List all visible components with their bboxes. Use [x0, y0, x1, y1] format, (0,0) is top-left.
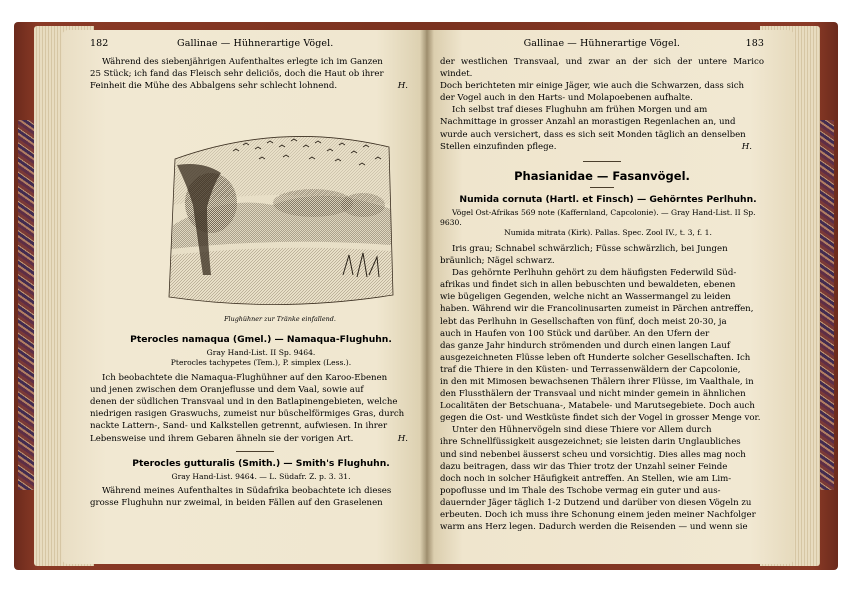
text-line: niedrigen rasigen Graswuchs, zumeist nur büschelförmiges Gras, durch — [90, 409, 405, 420]
text-line: Das gehörnte Perlhuhn gehört zu dem häufigsten Federwild Süd- — [452, 268, 737, 279]
species-namaqua-block — [90, 334, 420, 509]
text-line: Während des siebenjährigen Aufenthaltes erlegte ich im Ganzen — [102, 57, 383, 67]
text-line: dauernder Jäger täglich 1-2 Dutzend und darüber von diesen Vögeln zu — [440, 497, 752, 508]
text-line: afrikas und findet sich in allen bebuschten und bewaldeten, ebenen — [440, 280, 736, 291]
text-line: nackte Lattern-, Sand- und Kalkstellen getrennt, aufwiesen. In ihrer — [90, 421, 388, 432]
left-running-title: Gallinae — Hühnerartige Vögel. — [177, 38, 334, 49]
text-line: denen der südlichen Transvaal und in den Batlapinengebieten, welche — [90, 397, 398, 408]
text-line: traf die Thiere in den Küsten- und Terrassenwäldern der Capcolonie, — [440, 364, 741, 375]
book-gutter — [420, 30, 434, 564]
text-line: wurde auch versichert, dass es sich seit Monden täglich an denselben — [440, 129, 746, 140]
text-line: haben. Während wir die Francolinusarten zumeist in Pärchen antreffen, — [440, 304, 754, 315]
text-line: doch noch in solcher Häufigkeit antreffen. An Stellen, wie am Lim- — [440, 473, 732, 484]
text-line: Nachmittage in grosser Anzahl an morastigen Regenlachen an, und — [440, 117, 736, 128]
text-line: gegen die Ost- und Westküste findet sich der Vogel in grosser Menge vor. — [440, 413, 761, 424]
text-line: Ich beobachtete die Namaqua-Flughühner auf den Karoo-Ebenen — [102, 373, 388, 384]
right-page-number: 183 — [745, 38, 764, 49]
species-heading: Numida cornuta (Hartl. et Finsch) — Gehörntes Perlhuhn. — [459, 193, 757, 205]
species-reference: Gray Hand-List. II Sp. 9464. — [206, 348, 316, 358]
text-line: den Flussthälern der Transvaal und nicht minder gemein in ähnlichen — [440, 389, 746, 400]
text-line: ausgezeichneten Flüsse leben oft Hunderte solcher Gesellschaften. Ich — [440, 352, 751, 363]
text-line: Stellen einzufinden pflege. H. — [440, 141, 764, 153]
right-running-head — [440, 38, 764, 49]
engraving-illustration — [163, 125, 397, 305]
text-line: erbeuten. Doch ich muss ihre Schonung einem jeden meiner Nachfolger — [440, 510, 756, 520]
text-line: Ich selbst traf dieses Flughuhn am frühen Morgen und am — [452, 105, 708, 116]
species-reference: Gray Hand-List. 9464. — L. Südafr. Z. p. 3. 31. — [171, 471, 351, 481]
text-line: das ganze Jahr hindurch strömenden und durch einen langen Lauf — [440, 340, 731, 351]
text-line: Unter den Hühnervögeln sind diese Thiere vor Allem durch — [452, 425, 712, 436]
text-line: ihre Schnellfüssigkeit ausgezeichnet; sie leisten darin Unglaubliches — [440, 437, 741, 448]
left-running-head — [90, 38, 420, 49]
text-line: dazu beitragen, dass wir das Thier trotz der Unzahl seiner Feinde — [440, 461, 728, 472]
signature: H. — [397, 81, 408, 92]
text-line: Doch berichteten mir einige Jäger, wie auch die Schwarzen, dass sich — [440, 81, 745, 92]
text-line: grosse Flughuhn nur zweimal, in beiden Fällen auf den Graselenen — [90, 497, 383, 508]
section-rule — [583, 161, 621, 162]
species-synonyms: Numida mitrata (Kirk). Pallas. Spec. Zool IV., t. 3, f. 1. — [504, 227, 712, 237]
signature: H. — [397, 433, 408, 444]
species-heading: Pterocles gutturalis (Smith.) — Smith's Flughuhn. — [132, 457, 390, 469]
text-line: Während meines Aufenthaltes in Südafrika beobachtete ich dieses — [102, 485, 392, 496]
text-line: wie bügeligen Gegenden, welche nicht an Wassermangel zu leiden — [440, 292, 731, 303]
right-running-title: Gallinae — Hühnerartige Vögel. — [523, 38, 680, 49]
section-rule — [236, 451, 274, 452]
text-line: der westlichen Transvaal, und zwar an der sich der untere Marico windet. — [440, 57, 764, 80]
signature: H. — [741, 141, 752, 152]
text-line: lebt das Perlhuhn in Gesellschaften von fünf, doch meist 20-30, ja — [440, 316, 727, 327]
text-line: auch in Haufen von 100 Stück und darüber. An den Ufern der — [440, 328, 710, 339]
species-reference: Vögel Ost-Afrikas 569 note (Kaffernland, Capcolonie). — Gray Hand-List. II Sp. 9630. — [440, 207, 756, 227]
right-top-text — [440, 56, 764, 533]
text-line: Feinheit die Mühe des Abbalgens sehr schlecht lohnend. H. — [90, 80, 420, 92]
text-line: warm ans Herz legen. Dadurch werden die Reisenden — und wenn sie — [440, 522, 748, 533]
species-heading: Pterocles namaqua (Gmel.) — Namaqua-Flughuhn. — [130, 334, 392, 345]
text-line: 25 Stück; ich fand das Fleisch sehr deliciös, doch die Haut ob ihrer — [90, 69, 384, 80]
text-line: Localitäten der Betschuana-, Matabele- und Marutsegebiete. Doch auch — [440, 401, 755, 412]
text-line: popoflusse und im Thale des Tschobe vermag ein guter und aus- — [440, 485, 721, 496]
text-line: Iris grau; Schnabel schwärzlich; Füsse schwärzlich, bei Jungen — [452, 243, 728, 254]
section-rule — [590, 187, 614, 188]
left-page-number: 182 — [90, 38, 109, 49]
text-line: und jenen zwischen dem Oranjeflusse und dem Vaal, sowie auf — [90, 385, 364, 396]
left-intro-text — [90, 56, 420, 92]
text-line: Lebensweise und ihrem Gebaren ähneln sie der vorigen Art. H. — [90, 433, 420, 445]
figure-caption: Flughühner zur Tränke einfallend. — [224, 315, 336, 323]
family-heading: Phasianidae — Fasanvögel. — [514, 168, 690, 183]
text-line: und sind nebenbei äusserst scheu und vorsichtig. Dies alles mag noch — [440, 449, 746, 460]
text-line: der Vogel auch in den Harts- und Molapoebenen aufhalte. — [440, 93, 693, 104]
text-line: in den mit Mimosen bewachsenen Thälern ihrer Flüsse, im Vaalthale, in — [440, 376, 754, 387]
species-synonyms: Pterocles tachypetes (Tem.), P. simplex (Less.). — [170, 358, 352, 368]
text-line: bräunlich; Nägel schwarz. — [440, 256, 555, 267]
